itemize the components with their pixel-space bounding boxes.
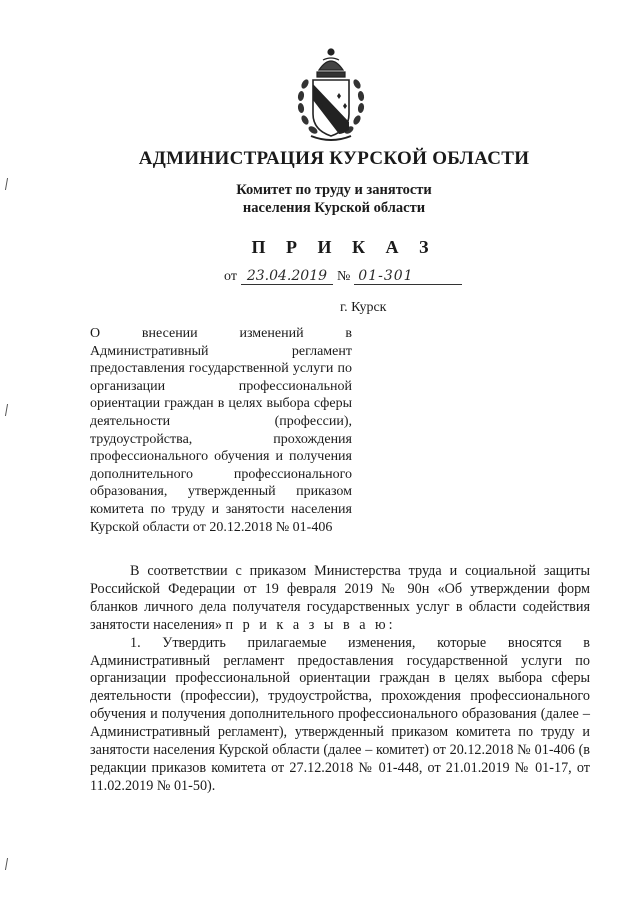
order-number: 01-301 [354,268,462,285]
order-date: 23.04.2019 [241,268,333,285]
margin-mark [5,178,10,190]
order-body [90,563,590,796]
administration-title: АДМИНИСТРАЦИЯ КУРСКОЙ ОБЛАСТИ [138,148,530,169]
margin-mark [5,858,10,870]
committee-name-line1: Комитет по труду и занятости [236,182,432,198]
committee-name [14,181,640,217]
date-label: от [224,269,237,284]
kursk-coat-of-arms-icon [293,44,369,144]
margin-mark [5,404,10,416]
body-paragraph: 1. Утвердить прилагаемые изменения, которые вносятся в Административный регламент предоставления государственной услуги по организации профессиональной ориентации граждан в целях выбора сферы деятельности (профессии), трудоустройства, прохождения профессионального обучения и получения дополнительного профессионального образования (далее – Административный регламент), утвержденный приказом комитета по труду и занятости населения Курской области (далее – комитет) от 20.12.2018 № 01-406 (в редакции приказов комитета от 27.12.2018 № 01-448, от 21.01.2019 № 01-17, от 11.02.2019 № 01-50). [90,634,590,794]
body-paragraph-text: В соответствии с приказом Министерства труда и социальной защиты Российской Федерации от 19 февраля 2019 № 90н «Об утверждении форм бланков личного дела получателя государственных услуг в области содействия занятости населения» [90,563,590,633]
number-label: № [336,269,351,284]
body-paragraph [90,563,590,635]
committee-name-line2: населения Курской области [242,200,426,216]
order-subject: О внесении изменений в Административный регламент предоставления государственной услуги по организации профессиональной ориентации граждан в целях выбора сферы деятельности (профессии), трудоустройства, прохождения профессионального обучения и получения дополнительного профессионального образования, утвержденный приказом комитета по труду и занятости населения Курской области от 20.12.2018 № 01-406 [90,326,352,535]
order-directive: п р и к а з ы в а ю: [225,616,396,633]
order-date-number [224,268,462,285]
document-type: П Р И К А З [251,237,437,257]
city: г. Курск [340,300,387,315]
